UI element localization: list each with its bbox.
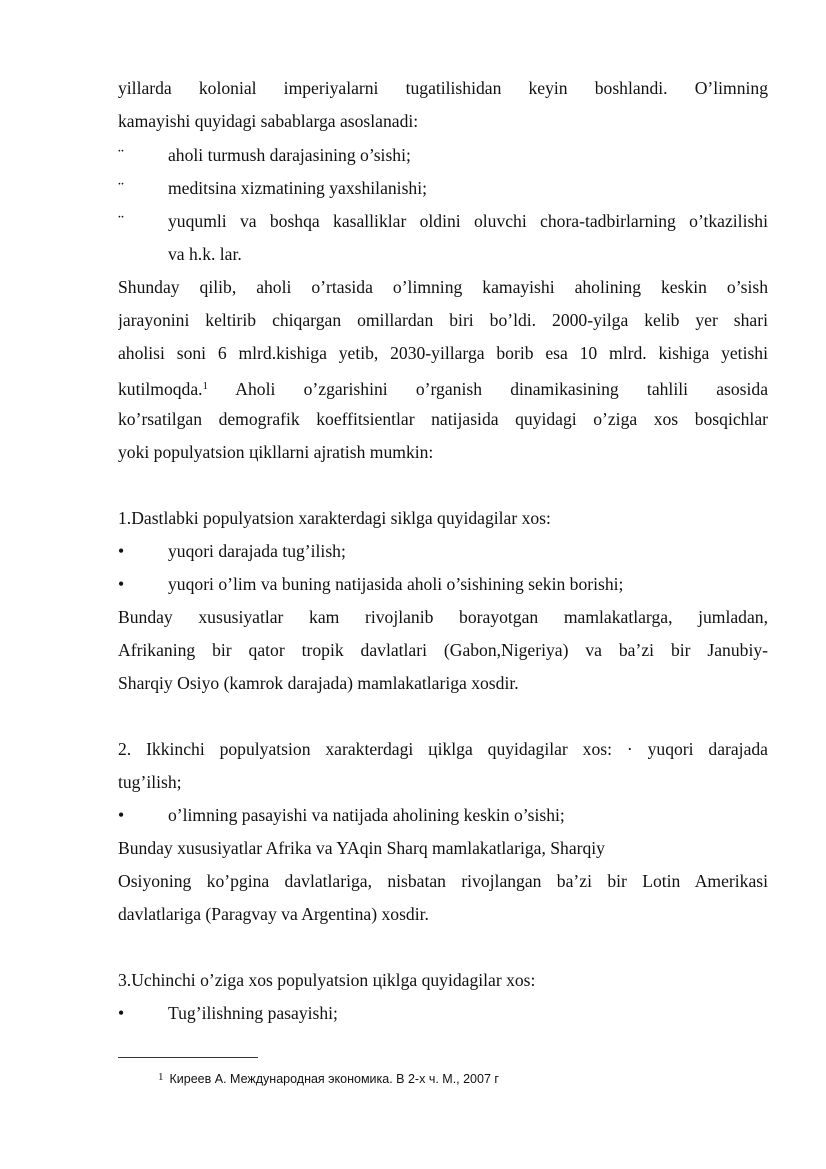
list-item: o’limning pasayishi va natijada aholining keskin o’sishi; <box>168 805 565 825</box>
paragraph-line <box>118 370 768 403</box>
paragraph-line: Bunday xususiyatlar kam rivojlanib borayotgan mamlakatlarga, jumladan, <box>118 607 768 627</box>
footnote-text: Киреев А. Международная экономика. В 2-х ч. М., 2007 г <box>169 1072 499 1086</box>
paragraph-line: yillarda kolonial imperiyalarni tugatilishidan keyin boshlandi. O’limning <box>118 78 768 98</box>
bullet-marker: ¨ <box>118 211 124 231</box>
paragraph-line: ko’rsatilgan demografik koeffitsientlar natijasida quyidagi o’ziga xos bosqichlar <box>118 409 768 429</box>
paragraph-line: Bunday xususiyatlar Afrika va YAqin Sharq mamlakatlariga, Sharqiy <box>118 838 605 858</box>
list-item-continuation: va h.k. lar. <box>168 244 242 264</box>
footnote-separator <box>118 1057 258 1058</box>
list-item: aholi turmush darajasining o’sishi; <box>168 145 411 165</box>
paragraph-line: jarayonini keltirib chiqargan omillardan biri bo’ldi. 2000-yilga kelib yer shari <box>118 310 768 330</box>
footnote <box>158 1071 499 1086</box>
bullet-marker: • <box>118 541 125 561</box>
list-item: yuqori o’lim va buning natijasida aholi o’sishining sekin borishi; <box>168 574 624 594</box>
list-item: yuqumli va boshqa kasalliklar oldini oluvchi chora-tadbirlarning o’tkazilishi <box>168 211 768 231</box>
section-heading: 2. Ikkinchi populyatsion xarakterdagi цiklga quyidagilar xos: · yuqori darajada <box>118 739 768 759</box>
list-item: meditsina xizmatining yaxshilanishi; <box>168 178 427 198</box>
paragraph-line: aholisi soni 6 mlrd.kishiga yetib, 2030-yillarga borib esa 10 mlrd. kishiga yetishi <box>118 343 768 363</box>
paragraph-line: yoki populyatsion цikllarni ajratish mumkin: <box>118 442 434 462</box>
bullet-marker: ¨ <box>118 145 124 165</box>
list-item: yuqori darajada tug’ilish; <box>168 541 346 561</box>
section-heading: 1.Dastlabki populyatsion xarakterdagi siklga quyidagilar xos: <box>118 508 551 528</box>
paragraph-line: davlatlariga (Paragvay va Argentina) xosdir. <box>118 904 429 924</box>
paragraph-line: Shunday qilib, aholi o’rtasida o’limning kamayishi aholining keskin o’sish <box>118 277 768 297</box>
bullet-marker: • <box>118 574 125 594</box>
list-item: Tug’ilishning pasayishi; <box>168 1003 338 1023</box>
paragraph-text: Aholi o’zgarishini o’rganish dinamikasining tahlili asosida <box>208 379 768 399</box>
paragraph-line: Afrikaning bir qator tropik davlatlari (Gabon,Nigeriya) va ba’zi bir Janubiy- <box>118 640 768 660</box>
bullet-marker: ¨ <box>118 178 124 198</box>
paragraph-text: kutilmoqda. <box>118 379 203 399</box>
footnote-reference[interactable]: 1 <box>202 380 209 392</box>
bullet-marker: • <box>118 1003 125 1023</box>
paragraph-line: Osiyoning ko’pgina davlatlariga, nisbatan rivojlangan ba’zi bir Lotin Amerikasi <box>118 871 768 891</box>
paragraph-line: kamayishi quyidagi sabablarga asoslanadi: <box>118 111 419 131</box>
paragraph-line: Sharqiy Osiyo (kamrok darajada) mamlakatlariga xosdir. <box>118 673 519 693</box>
footnote-number: 1 <box>158 1071 164 1083</box>
section-heading: tug’ilish; <box>118 772 182 792</box>
section-heading: 3.Uchinchi o’ziga xos populyatsion цiklga quyidagilar xos: <box>118 970 536 990</box>
bullet-marker: • <box>118 805 125 825</box>
